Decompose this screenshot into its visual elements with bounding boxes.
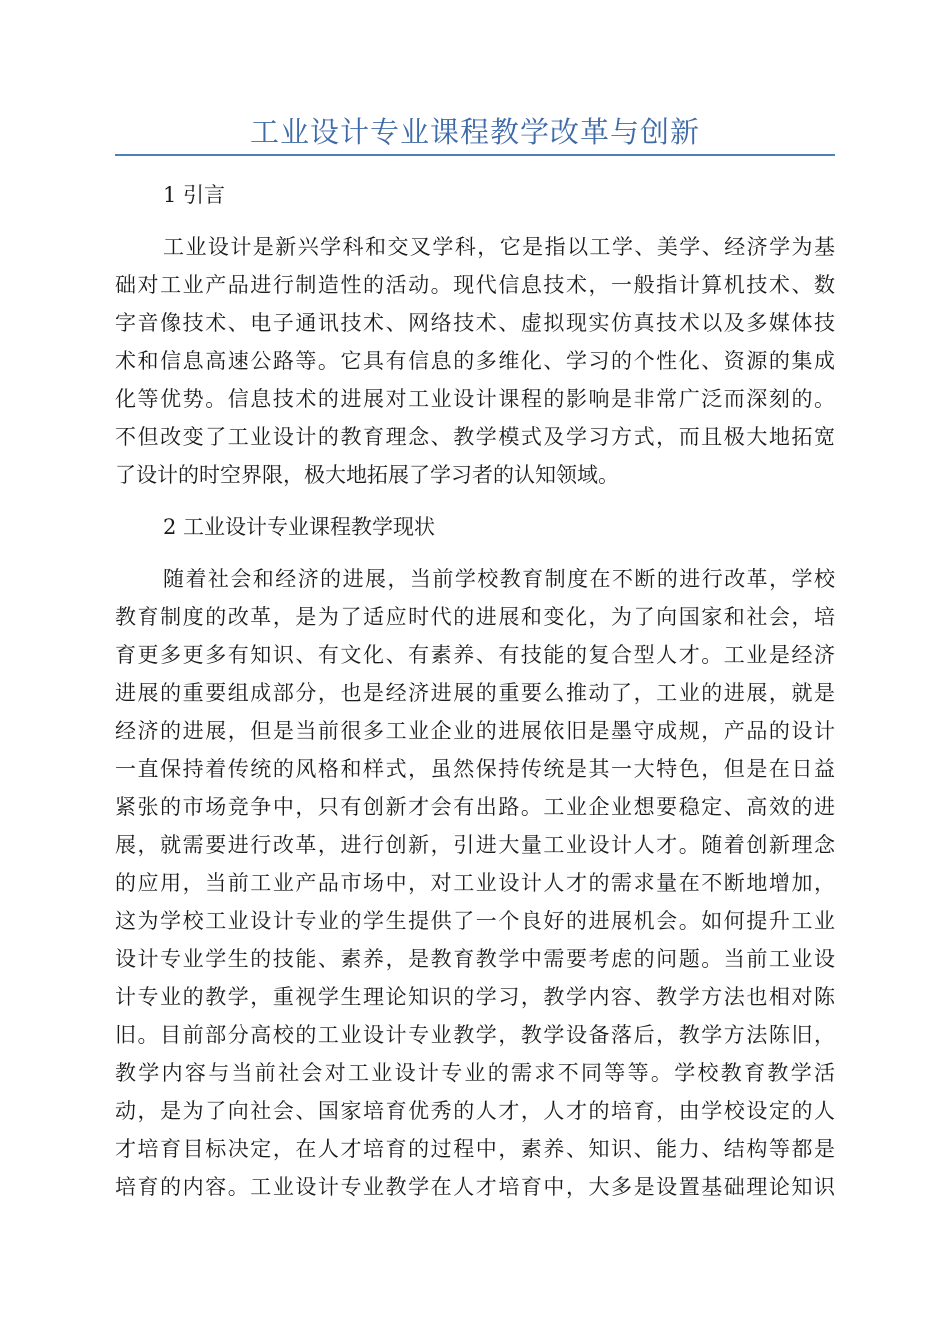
paragraph-line: 展，就需要进行改革，进行创新，引进大量工业设计人才。随着创新理念 — [115, 833, 835, 857]
section-2-heading: 2 工业设计专业课程教学现状 — [163, 515, 436, 539]
paragraph-line: 动，是为了向社会、国家培育优秀的人才，人才的培育，由学校设定的人 — [115, 1099, 835, 1123]
paragraph-line: 的应用，当前工业产品市场中，对工业设计人才的需求量在不断地增加， — [115, 871, 835, 895]
paragraph-line: 才培育目标决定，在人才培育的过程中，素养、知识、能力、结构等都是 — [115, 1137, 835, 1161]
paragraph-line: 字音像技术、电子通讯技术、网络技术、虚拟现实仿真技术以及多媒体技 — [115, 311, 835, 335]
document-title: 工业设计专业课程教学改革与创新 — [249, 115, 700, 149]
document-body — [115, 176, 835, 1206]
title-underline — [115, 154, 835, 156]
paragraph-line: 教学内容与当前社会对工业设计专业的需求不同等等。学校教育教学活 — [115, 1061, 835, 1085]
paragraph-line: 一直保持着传统的风格和样式，虽然保持传统是其一大特色，但是在日益 — [115, 757, 835, 781]
paragraph-line: 进展的重要组成部分，也是经济进展的重要么推动了，工业的进展，就是 — [115, 681, 835, 705]
paragraph-line: 旧。目前部分高校的工业设计专业教学，教学设备落后，教学方法陈旧， — [115, 1023, 835, 1047]
section-1-heading: 1 引言 — [163, 183, 226, 207]
paragraph-line: 了设计的时空界限，极大地拓展了学习者的认知领域。 — [115, 463, 619, 487]
paragraph-line: 不但改变了工业设计的教育理念、教学模式及学习方式，而且极大地拓宽 — [115, 425, 835, 449]
paragraph-line: 紧张的市场竞争中，只有创新才会有出路。工业企业想要稳定、高效的进 — [115, 795, 835, 819]
paragraph-line: 经济的进展，但是当前很多工业企业的进展依旧是墨守成规，产品的设计 — [115, 719, 835, 743]
paragraph-line: 育更多更多有知识、有文化、有素养、有技能的复合型人才。工业是经济 — [115, 643, 835, 667]
section-2-paragraph — [115, 560, 835, 1206]
paragraph-line: 化等优势。信息技术的进展对工业设计课程的影响是非常广泛而深刻的。 — [115, 387, 835, 411]
paragraph-line: 设计专业学生的技能、素养，是教育教学中需要考虑的问题。当前工业设 — [115, 947, 835, 971]
paragraph-line: 随着社会和经济的进展，当前学校教育制度在不断的进行改革，学校 — [163, 567, 835, 591]
paragraph-line: 计专业的教学，重视学生理论知识的学习，教学内容、教学方法也相对陈 — [115, 985, 835, 1009]
paragraph-line: 教育制度的改革，是为了适应时代的进展和变化，为了向国家和社会，培 — [115, 605, 835, 629]
paragraph-line: 工业设计是新兴学科和交叉学科，它是指以工学、美学、经济学为基 — [163, 235, 835, 259]
paragraph-line: 术和信息高速公路等。它具有信息的多维化、学习的个性化、资源的集成 — [115, 349, 835, 373]
section-1-paragraph — [115, 228, 835, 494]
paragraph-line: 这为学校工业设计专业的学生提供了一个良好的进展机会。如何提升工业 — [115, 909, 835, 933]
paragraph-line: 培育的内容。工业设计专业教学在人才培育中，大多是设置基础理论知识 — [115, 1175, 835, 1199]
paragraph-line: 础对工业产品进行制造性的活动。现代信息技术，一般指计算机技术、数 — [115, 273, 835, 297]
